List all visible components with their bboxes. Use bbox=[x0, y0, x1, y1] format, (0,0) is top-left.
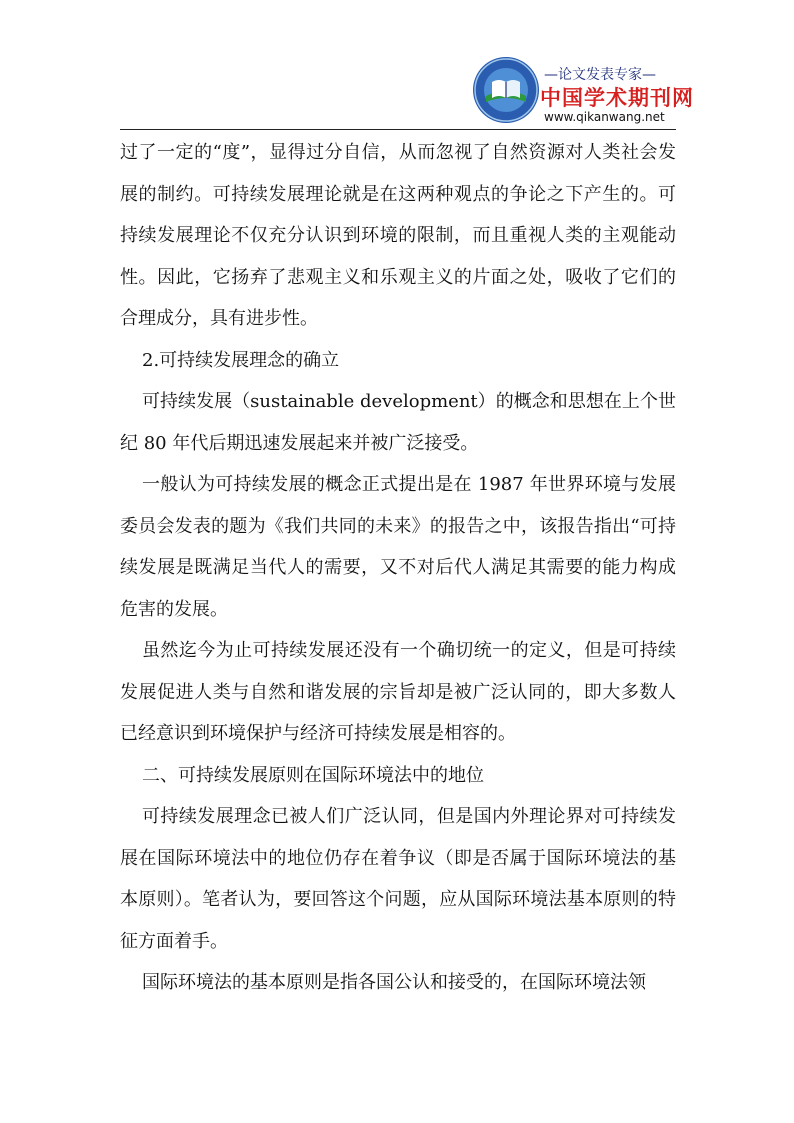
paragraph: 国际环境法的基本原则是指各国公认和接受的，在国际环境法领 bbox=[142, 972, 646, 993]
journal-logo-icon bbox=[472, 56, 540, 124]
site-tagline: —论文发表专家— bbox=[544, 67, 656, 83]
site-name: 中国学术期刊网 bbox=[540, 86, 694, 110]
site-url: www.qikanwang.net bbox=[544, 110, 665, 124]
section-heading-2: 2.可持续发展理念的确立 bbox=[142, 349, 340, 371]
paragraph: 可持续发展理念已被人们广泛认同，但是国内外理论界对可持续发展在国际环境法中的地位仍存在着争议（即是否属于国际环境法的基本原则）。笔者认为，要回答这个问题，应从国际环境法基本原则的特征方面着手。 bbox=[120, 806, 676, 952]
paragraph: 虽然迄今为止可持续发展还没有一个确切统一的定义，但是可持续发展促进人类与自然和谐发展的宗旨却是被广泛认同的，即大多数人已经意识到环境保护与经济可持续发展是相容的。 bbox=[120, 640, 676, 744]
paragraph: 一般认为可持续发展的概念正式提出是在 1987 年世界环境与发展委员会发表的题为《我们共同的未来》的报告之中，该报告指出“可持续发展是既满足当代人的需要，又不对后代人满足其需要的能力构成危害的发展。 bbox=[120, 474, 676, 620]
article-body bbox=[120, 132, 676, 1004]
header-divider bbox=[120, 129, 676, 130]
paragraph-continued: 过了一定的“度”，显得过分自信，从而忽视了自然资源对人类社会发展的制约。可持续发展理论就是在这两种观点的争论之下产生的。可持续发展理论不仅充分认识到环境的限制，而且重视人类的主观能动性。因此，它扬弃了悲观主义和乐观主义的片面之处，吸收了它们的合理成分，具有进步性。 bbox=[120, 142, 676, 329]
site-header bbox=[120, 56, 694, 130]
paragraph: 可持续发展（sustainable development）的概念和思想在上个世纪 80 年代后期迅速发展起来并被广泛接受。 bbox=[120, 391, 676, 454]
section-heading-ii: 二、可持续发展原则在国际环境法中的地位 bbox=[142, 764, 484, 786]
